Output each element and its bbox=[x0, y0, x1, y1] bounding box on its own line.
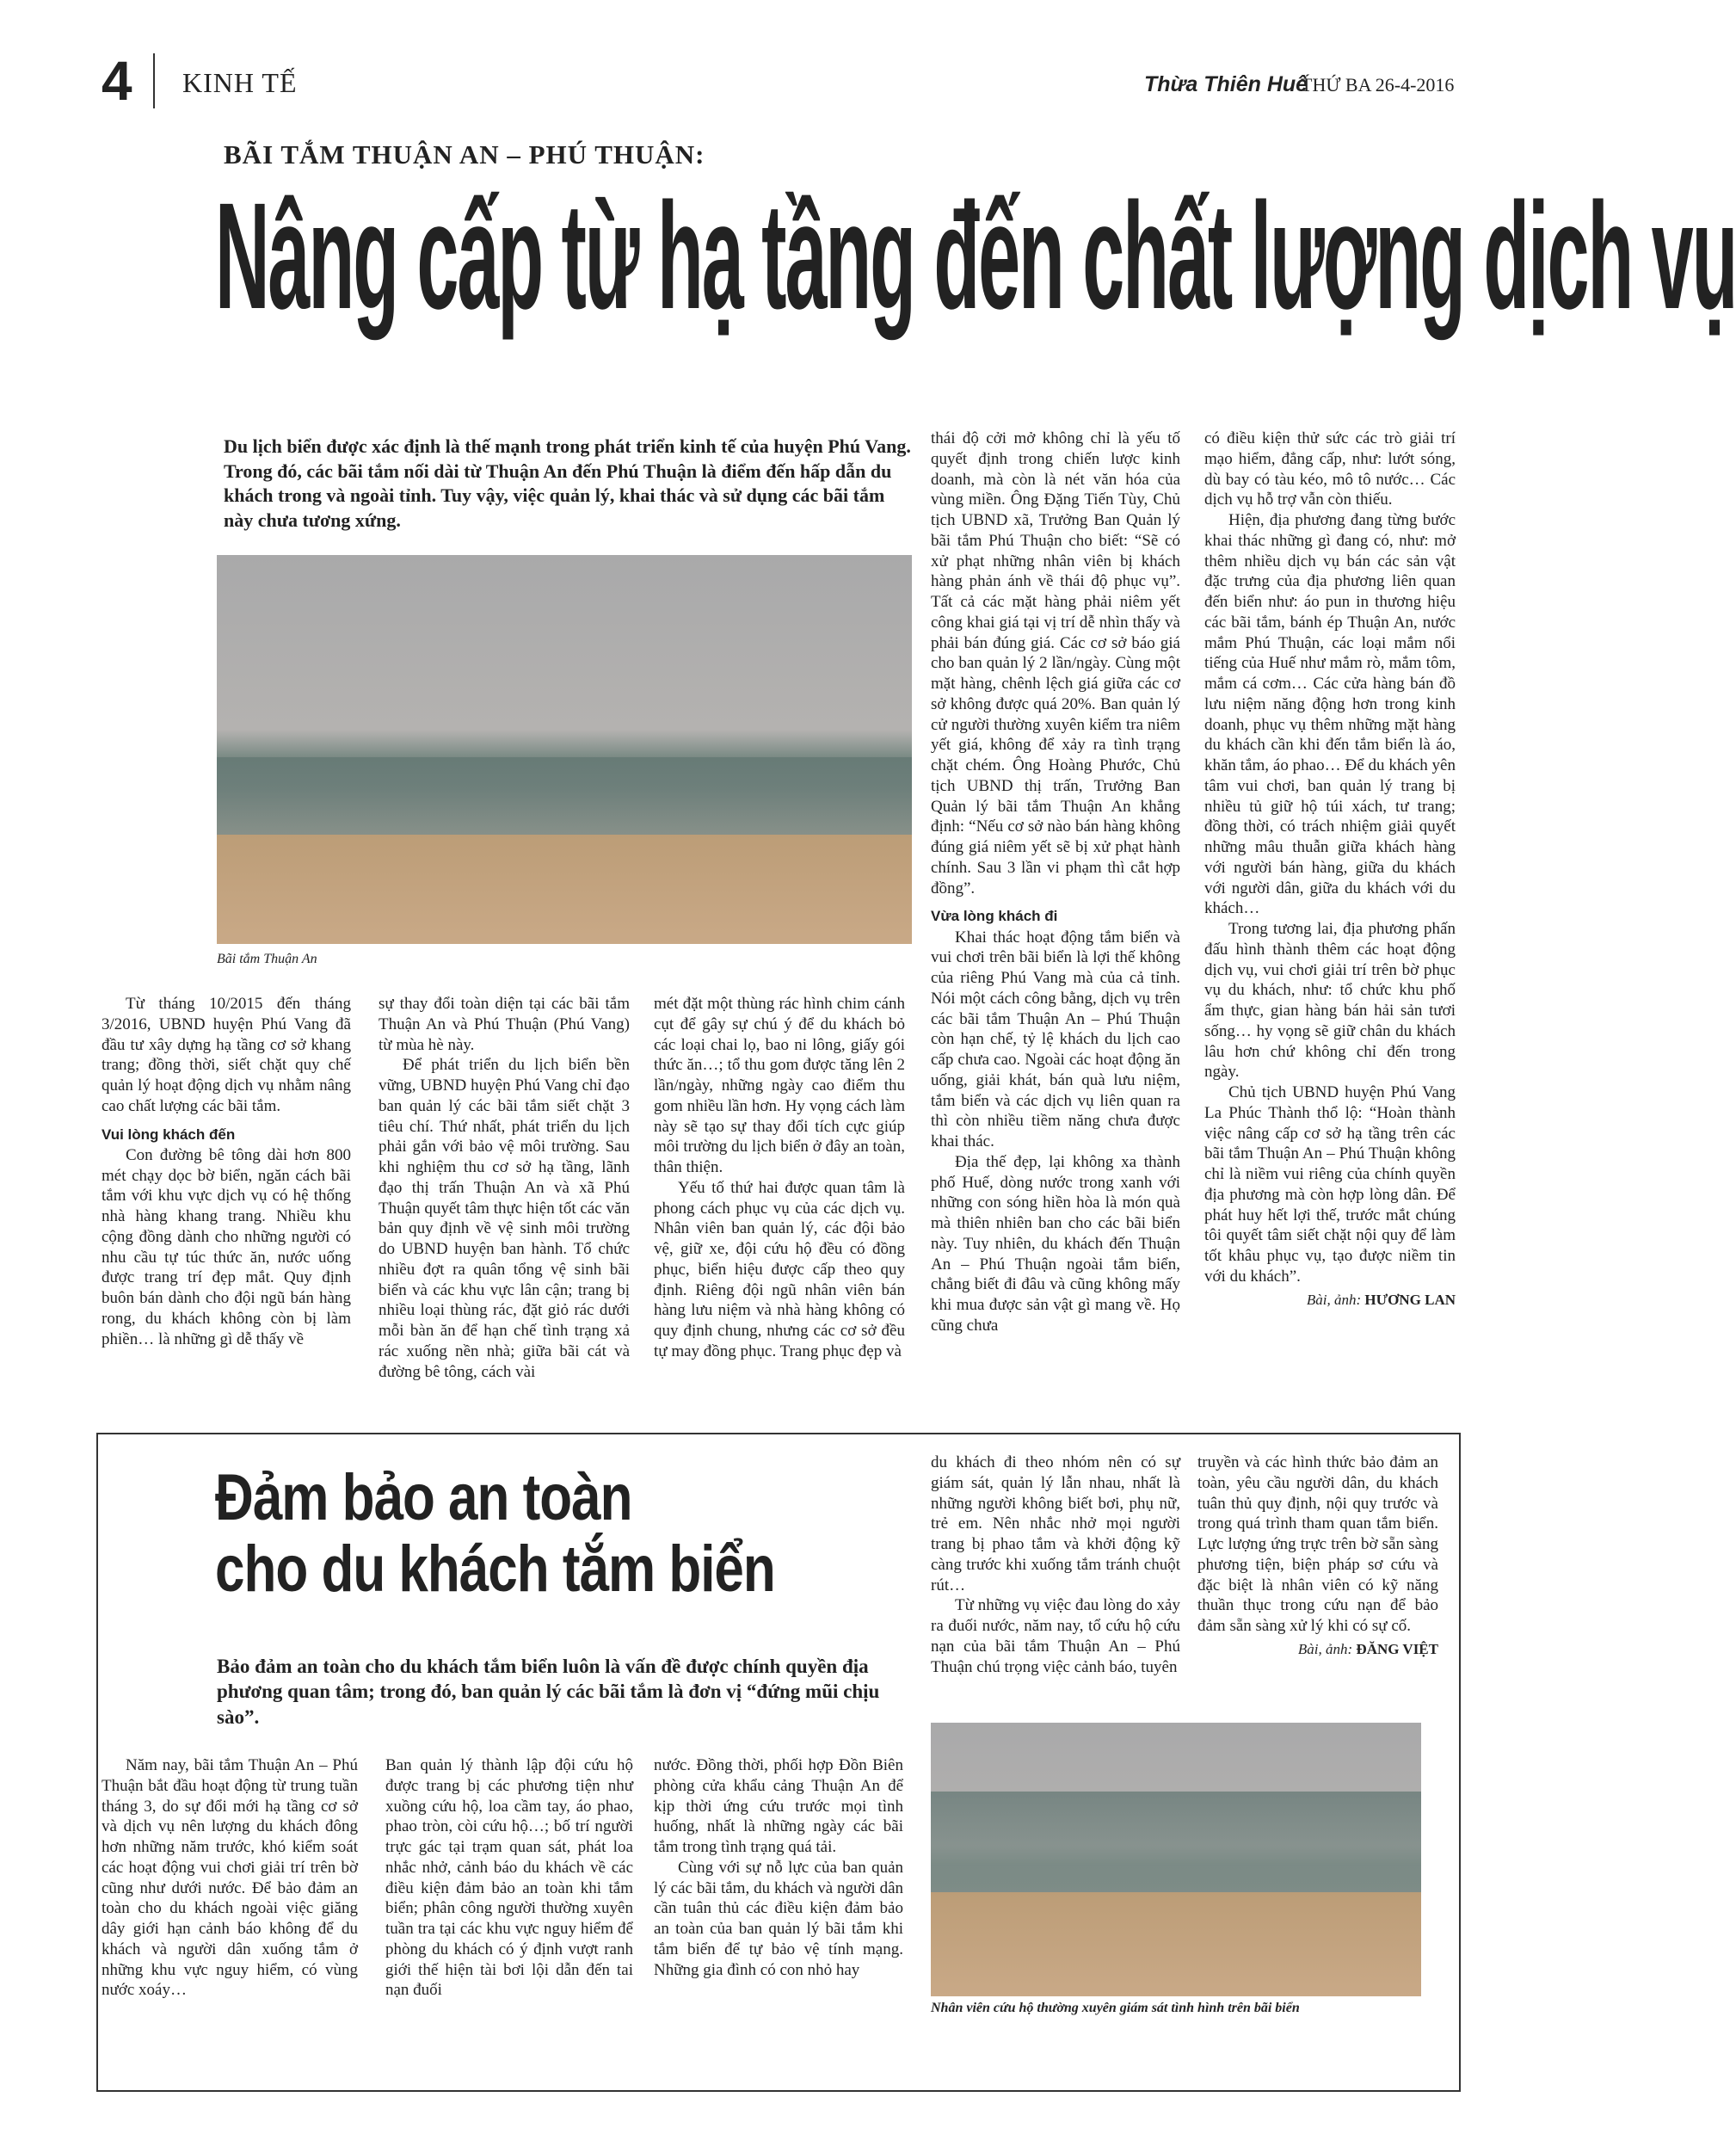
paragraph: Cùng với sự nỗ lực của ban quản lý các bãi tắm, du khách và người dân cần tuân thủ các điều kiện đảm bảo an toàn của ban quản lý bãi tắm khi tắm biển để tự bảo vệ tính mạng. Những gia đình có con nhỏ hay bbox=[654, 1858, 903, 1979]
beach-photo bbox=[217, 555, 912, 944]
paragraph: Năm nay, bãi tắm Thuận An – Phú Thuận bắt đầu hoạt động từ trung tuần tháng 3, do sự đổi mới hạ tầng cơ sở và dịch vụ nên lượng du khách đông hơn những năm trước, khó kiểm soát các hoạt động vui chơi giải trí trên bờ cũng như dưới nước. Để bảo đảm an toàn cho du khách ngoài việc giăng dây giới hạn cảnh báo không để du khách và người dân xuống tắm ở những khu vực nguy hiểm, có vùng nước xoáy… bbox=[102, 1756, 358, 2000]
byline-author: HƯƠNG LAN bbox=[1364, 1291, 1456, 1308]
beach-photo-caption: Bãi tắm Thuận An bbox=[217, 952, 317, 966]
paragraph: Từ những vụ việc đau lòng do xảy ra đuối nước, năm nay, tổ cứu hộ cứu nạn của bãi tắm Thuận An – Phú Thuận chú trọng việc cảnh báo, tuyên bbox=[931, 1596, 1180, 1676]
byline-author: ĐĂNG VIỆT bbox=[1356, 1640, 1438, 1657]
paragraph: Địa thế đẹp, lại không xa thành phố Huế, dòng nước trong xanh với những con sóng hiền hòa là món quà mà thiên nhiên ban cho các bãi biển này. Tuy nhiên, du khách đến Thuận An – Phú Thuận ngoài tắm biển, chẳng biết đi đâu và cũng không mấy khi mua được sản vật gì mang về. Họ cũng chưa bbox=[931, 1152, 1180, 1335]
article1-lead: Du lịch biển được xác định là thế mạnh trong phát triển kinh tế của huyện Phú Vang. Trong đó, các bãi tắm nối dài từ Thuận An đến Phú Thuận là điểm đến hấp dẫn du khách trong và ngoài tỉnh. Tuy vậy, việc quản lý, khai thác và sử dụng các bãi tắm này chưa tương xứng. bbox=[224, 435, 911, 531]
article1-byline bbox=[1204, 1291, 1456, 1309]
article2-lead: Bảo đảm an toàn cho du khách tắm biển luôn là vấn đề được chính quyền địa phương quan tâm; trong đó, ban quản lý các bãi tắm là đơn vị “đứng mũi chịu sào”. bbox=[217, 1656, 880, 1728]
article2-column-4 bbox=[931, 1452, 1180, 1677]
subhead-vui-long-khach-den: Vui lòng khách đến bbox=[102, 1126, 236, 1143]
article2-headline bbox=[215, 1463, 929, 1606]
page-number: 4 bbox=[102, 50, 132, 112]
paragraph: nước. Đồng thời, phối hợp Đồn Biên phòng cửa khẩu cảng Thuận An để kịp thời ứng cứu trước mọi tình huống, nhất là những ngày các bãi tắm trong tình trạng quá tải. bbox=[654, 1756, 903, 1856]
article1-column-5 bbox=[1204, 429, 1456, 1309]
paragraph: mét đặt một thùng rác hình chim cánh cụt để gây sự chú ý để du khách bỏ các loại chai lọ, bao ni lông, giấy gói thức ăn…; tổ thu gom được tăng lên 2 lần/ngày, những ngày cao điểm thu gom nhiều lần hơn. Hy vọng cách làm này sẽ tạo sự thay đổi tích cực giúp môi trường du lịch biển ở đây an toàn, thân thiện. bbox=[654, 995, 905, 1176]
newspaper-name: Thừa Thiên Huế bbox=[1144, 72, 1308, 96]
paragraph: Trong tương lai, địa phương phấn đấu hình thành thêm các hoạt động dịch vụ, vui chơi giải trí trên bờ phục vụ du khách, như: tổ chức khu phố ẩm thực, gian hàng bán hải sản tươi sống… hy vọng sẽ giữ chân du khách lâu hơn chứ không chỉ đến trong ngày. bbox=[1204, 920, 1456, 1082]
article1-column-1 bbox=[102, 994, 351, 1349]
byline-prefix: Bài, ảnh: bbox=[1297, 1640, 1353, 1657]
article1-column-4 bbox=[931, 429, 1180, 1336]
photo-sea bbox=[217, 757, 912, 842]
article2-column-5 bbox=[1197, 1452, 1438, 1658]
header-divider bbox=[153, 53, 155, 108]
section-name: KINH TẾ bbox=[182, 67, 298, 98]
paragraph: Hiện, địa phương đang từng bước khai thác những gì đang có, như: mở thêm nhiều dịch vụ bán các sản vật đặc trưng của địa phương liên quan đến biển như: áo pun in thương hiệu các bãi tắm, bánh ép Thuận An, nước mắm Phú Thuận, các loại mắm nổi tiếng của Huế như mắm rò, mắm tôm, mắm cá cơm… Các cửa hàng bán đồ lưu niệm năng động hơn trong kinh doanh, phục vụ thêm những mặt hàng du khách cần khi đến tắm biển là áo, khăn tắm, áo phao… Để du khách yên tâm vui chơi, ban quản lý trang bị nhiều tủ giữ hộ túi xách, tư trang; đồng thời, có trách nhiệm giải quyết những mâu thuẫn giữa khách hàng với người bán hàng, giữa du khách với người dân, giữa du khách với du khách… bbox=[1204, 511, 1456, 918]
paragraph: Để phát triển du lịch biển bền vững, UBND huyện Phú Vang chỉ đạo ban quản lý các bãi tắm siết chặt 3 tiêu chí. Thứ nhất, phát triển du lịch phải gắn với bảo vệ môi trường. Sau khi nghiệm thu cơ sở hạ tầng, lãnh đạo thị trấn Thuận An và xã Phú Thuận quyết tâm thực hiện tốt các văn bản quy định về vệ sinh môi trường do UBND huyện ban hành. Tổ chức nhiều đợt ra quân tổng vệ sinh bãi biển và các khu vực lân cận; trang bị nhiều loại thùng rác, đặt giỏ rác dưới mỗi bàn ăn để hạn chế tình trạng xả rác xuống nền nhà; giữa bãi cát và đường bê tông, cách vài bbox=[379, 1056, 630, 1381]
article1-column-2 bbox=[379, 994, 630, 1382]
paragraph: Ban quản lý thành lập đội cứu hộ được trang bị các phương tiện như xuồng cứu hộ, loa cầm tay, áo phao, phao tròn, còi cứu hộ…; bố trí người trực gác tại trạm quan sát, phát loa nhắc nhở, cảnh báo du khách về các điều kiện đảm bảo an toàn khi tắm biển; phân công người thường xuyên tuần tra tại các khu vực nguy hiểm để phòng du khách có ý định vượt ranh giới thế hiện tài bơi lội dẫn đến tai nạn đuối bbox=[385, 1756, 633, 2000]
photo-sand bbox=[931, 1892, 1421, 1996]
article2-headline-line1: Đảm bảo an toàn bbox=[215, 1461, 632, 1534]
paragraph: du khách đi theo nhóm nên có sự giám sát, quản lý lẫn nhau, nhất là những người không biết bơi, phụ nữ, trẻ em. Nên nhắc nhở mọi người trang bị phao tắm và khởi động kỹ càng trước khi xuống tắm tránh chuột rút… bbox=[931, 1453, 1180, 1594]
paragraph: sự thay đổi toàn diện tại các bãi tắm Thuận An và Phú Thuận (Phú Vang) từ mùa hè này. bbox=[379, 995, 630, 1054]
issue-date: THỨ BA 26-4-2016 bbox=[1301, 74, 1455, 96]
paragraph: truyền và các hình thức bảo đảm an toàn, yêu cầu người dân, du khách tuân thủ quy định, nội quy trước và trong quá trình tham quan tắm biển. Lực lượng ứng trực trên bờ sẵn sàng phương tiện, biện pháp sơ cứu và đặc biệt là nhân viên có kỹ năng thuần thục trong cứu nạn để bảo đảm sẵn sàng xử lý khi có sự cố. bbox=[1197, 1453, 1438, 1635]
article2-headline-line2: cho du khách tắm biển bbox=[215, 1533, 775, 1607]
article2-byline bbox=[1197, 1640, 1438, 1658]
paragraph: Khai thác hoạt động tắm biển và vui chơi trên bãi biển là lợi thế không của riêng Phú Vang mà của cả tỉnh. Nói một cách công bằng, dịch vụ trên các bãi tắm Thuận An – Phú Thuận còn hạn chế, tỷ lệ khách du lịch cao cấp chưa cao. Ngoài các hoạt động ăn uống, giải khát, bán quà lưu niệm, tắm biển và các dịch vụ liên quan ra thì còn nhiều tiềm năng chưa được khai thác. bbox=[931, 928, 1180, 1150]
article1-headline: Nâng cấp từ hạ tầng đến chất lượng dịch vụ bbox=[215, 170, 1736, 341]
lifeguard-photo bbox=[931, 1723, 1421, 1996]
paragraph: thái độ cởi mở không chỉ là yếu tố quyết định trong chiến lược kinh doanh, mà còn là nét văn hóa của vùng miền. Ông Đặng Tiến Tùy, Chủ tịch UBND xã, Trưởng Ban Quản lý bãi tắm Phú Thuận cho biết: “Sẽ có xử phạt những nhân viên bị khách hàng phản ánh về thái độ phục vụ”. Tất cả các mặt hàng phải niêm yết công khai giá tại vị trí dễ nhìn thấy và phải bán đúng giá. Các cơ sở báo giá cho ban quản lý 2 lần/ngày. Cùng một mặt hàng, chênh lệch giá giữa các cơ sở không được quá 20%. Ban quản lý cử người thường xuyên kiểm tra niêm yết giá, không để xảy ra tình trạng chặt chém. Ông Hoàng Phước, Chủ tịch UBND thị trấn, Trưởng Ban Quản lý bãi tắm Thuận An khẳng định: “Nếu cơ sở nào bán hàng không đúng giá niêm yết sẽ bị xử phạt hành chính. Sau 3 lần vi phạm thì cắt hợp đồng”. bbox=[931, 429, 1180, 897]
paragraph: Con đường bê tông dài hơn 800 mét chạy dọc bờ biển, ngăn cách bãi tắm với khu vực dịch vụ có hệ thống nhà hàng khang trang. Nhiều khu cộng đồng dành cho những người có nhu cầu tự túc thức ăn, nước uống được trang trí đẹp mắt. Quy định buôn bán dành cho đội ngũ bán hàng rong, du khách không còn bị làm phiền… là những gì dễ thấy về bbox=[102, 1145, 351, 1348]
paragraph: Yếu tố thứ hai được quan tâm là phong cách phục vụ của các dịch vụ. Nhân viên ban quản lý, các đội bảo vệ, giữ xe, đội cứu hộ đều có đồng phục, biển hiệu được cấp theo quy định. Riêng đội ngũ nhân viên bán hàng lưu niệm và nhà hàng không có quy định chung, nhưng các cơ sở đều tự may đồng phục. Trang phục đẹp và bbox=[654, 1178, 905, 1360]
article2-column-1 bbox=[102, 1755, 358, 2001]
subhead-vua-long-khach-di: Vừa lòng khách đi bbox=[931, 908, 1058, 925]
paragraph: có điều kiện thử sức các trò giải trí mạo hiểm, đẳng cấp, như: lướt sóng, dù bay có tàu kéo, mô tô nước… Các dịch vụ hỗ trợ vẫn còn thiếu. bbox=[1204, 429, 1456, 509]
article1-column-3 bbox=[654, 994, 905, 1362]
paragraph: Từ tháng 10/2015 đến tháng 3/2016, UBND huyện Phú Vang đã đầu tư xây dựng hạ tầng cơ sở khang trang; đồng thời, siết chặt quy chế quản lý hoạt động dịch vụ nhằm nâng cao chất lượng các bãi tắm. bbox=[102, 995, 351, 1115]
article1-kicker: BÃI TẮM THUẬN AN – PHÚ THUẬN: bbox=[224, 139, 705, 170]
article2-column-3 bbox=[654, 1755, 903, 1980]
photo-sea bbox=[931, 1792, 1421, 1901]
photo-sand bbox=[217, 835, 912, 944]
byline-prefix: Bài, ảnh: bbox=[1306, 1291, 1362, 1308]
paragraph: Chủ tịch UBND huyện Phú Vang La Phúc Thành thổ lộ: “Hoàn thành việc nâng cấp cơ sở hạ tầng trên các bãi tắm Thuận An – Phú Thuận không chỉ là niềm vui riêng của chính quyền địa phương mà còn hợp lòng dân. Để phát huy hết lợi thế, trước mắt chúng tôi quyết tâm siết chặt nội quy để làm tốt khâu phục vụ, tạo được niềm tin với du khách”. bbox=[1204, 1083, 1456, 1286]
lifeguard-photo-caption: Nhân viên cứu hộ thường xuyên giám sát tình hình trên bãi biển bbox=[931, 2001, 1300, 2015]
article2-column-2 bbox=[385, 1755, 633, 2001]
